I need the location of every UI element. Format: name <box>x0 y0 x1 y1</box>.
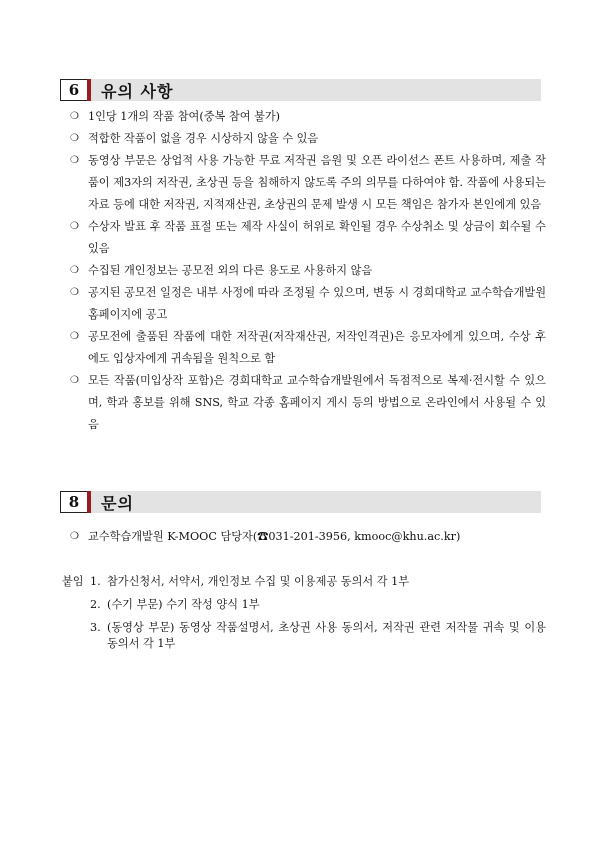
list-item-text: 1인당 1개의 작품 참여(중복 참여 불가) <box>88 110 281 123</box>
circle-bullet-icon: ❍ <box>70 221 79 232</box>
circle-bullet-icon: ❍ <box>70 531 79 542</box>
attachment-text: 참가신청서, 서약서, 개인정보 수집 및 이용제공 동의서 각 1부 <box>107 575 410 588</box>
attachment-row <box>62 574 546 590</box>
section-8-list <box>70 526 546 548</box>
list-item <box>70 526 546 548</box>
circle-bullet-icon: ❍ <box>70 111 79 122</box>
attachment-text: (동영상 부문) 동영상 작품설명서, 초상권 사용 동의서, 저작권 관련 저작물 귀속 및 이용 동의서 각 1부 <box>107 621 546 650</box>
contact-text: 교수학습개발원 K-MOOC 담당자(☎031-201-3956, kmooc@khu.ac.kr) <box>88 530 461 543</box>
circle-bullet-icon: ❍ <box>70 133 79 144</box>
section-6-header <box>60 79 541 101</box>
attachment-text: (수기 부문) 수기 작성 양식 1부 <box>107 598 260 611</box>
list-item <box>70 260 546 282</box>
section-6-number: 6 <box>60 79 87 101</box>
section-6-title: 유의 사항 <box>91 79 541 101</box>
list-item <box>70 106 546 128</box>
circle-bullet-icon: ❍ <box>70 375 79 386</box>
list-item <box>70 150 546 216</box>
list-item-text: 수집된 개인정보는 공모전 외의 다른 용도로 사용하지 않음 <box>88 264 373 277</box>
circle-bullet-icon: ❍ <box>70 155 79 166</box>
section-8-header <box>60 491 541 513</box>
attachments <box>62 574 546 659</box>
list-item-text: 모든 작품(미입상작 포함)은 경희대학교 교수학습개발원에서 독점적으로 복제·전시할 수 있으며, 학과 홍보를 위해 SNS, 학교 각종 홈페이지 게시 등의 방법으로 온라인에서 사용될 수 있음 <box>88 374 546 431</box>
circle-bullet-icon: ❍ <box>70 265 79 276</box>
list-item-text: 적합한 작품이 없을 경우 시상하지 않을 수 있음 <box>88 132 319 145</box>
list-item <box>70 326 546 370</box>
list-item <box>70 128 546 150</box>
circle-bullet-icon: ❍ <box>70 287 79 298</box>
list-item-text: 동영상 부문은 상업적 사용 가능한 무료 저작권 음원 및 오픈 라이선스 폰트 사용하며, 제출 작품이 제3자의 저작권, 초상권 등을 침해하지 않도록 주의 의무를 다하여야 함. 작품에 사용되는 자료 등에 대한 저작권, 지적재산권, 초상권의 문제 발생 시 모든 책임은 참가자 본인에게 있음 <box>88 154 546 211</box>
section-6-list <box>70 106 546 436</box>
attachment-number: 2. <box>90 598 101 611</box>
list-item-text: 공모전에 출품된 작품에 대한 저작권(저작재산권, 저작인격권)은 응모자에게 있으며, 수상 후에도 입상자에게 귀속됨을 원칙으로 함 <box>88 330 546 365</box>
circle-bullet-icon: ❍ <box>70 331 79 342</box>
attachment-row <box>62 620 546 652</box>
section-8-number: 8 <box>60 491 87 513</box>
list-item <box>70 370 546 436</box>
list-item <box>70 282 546 326</box>
list-item <box>70 216 546 260</box>
attachment-label: 붙임 <box>62 575 84 588</box>
section-8-title: 문의 <box>91 491 541 513</box>
list-item-text: 수상자 발표 후 작품 표절 또는 제작 사실이 허위로 확인될 경우 수상취소 및 상금이 회수될 수 있음 <box>88 220 546 255</box>
attachment-number: 3. <box>90 621 101 634</box>
attachment-row <box>62 597 546 613</box>
attachment-number: 1. <box>90 575 101 588</box>
list-item-text: 공지된 공모전 일정은 내부 사정에 따라 조정될 수 있으며, 변동 시 경희대학교 교수학습개발원 홈페이지에 공고 <box>88 286 546 321</box>
